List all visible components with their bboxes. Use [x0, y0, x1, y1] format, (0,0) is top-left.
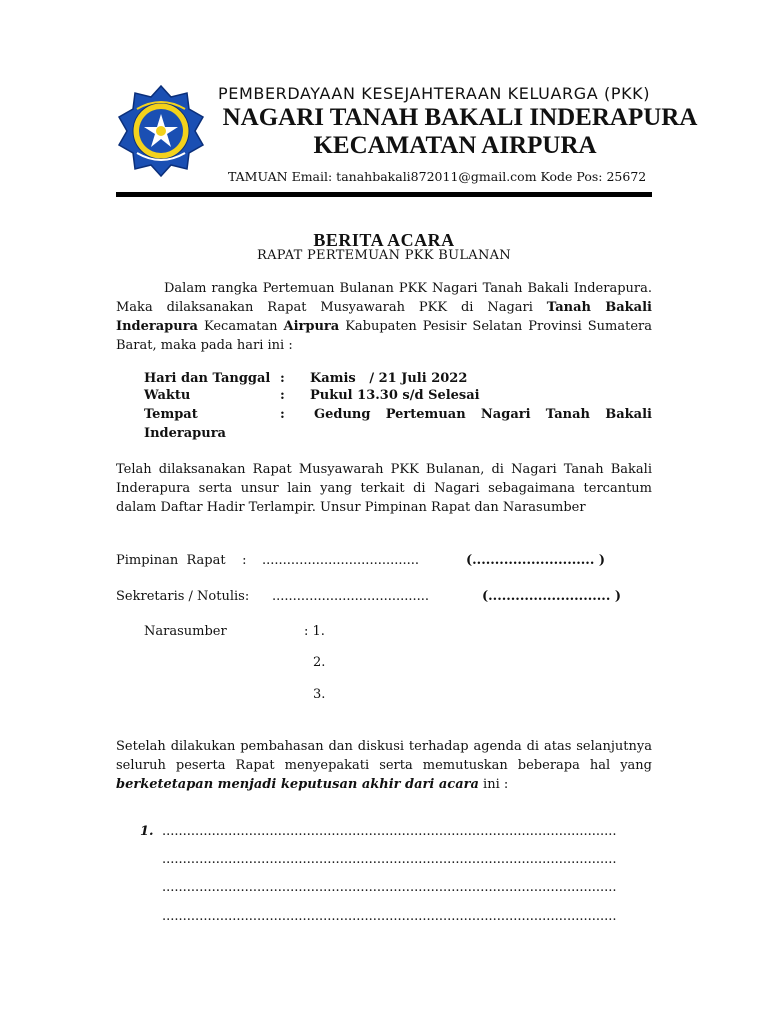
secretary-name-line: ...................................... — [272, 589, 430, 604]
nagari-name: NAGARI TANAH BAKALI INDERAPURA — [222, 104, 698, 131]
date-label: Hari dan Tanggal — [144, 371, 271, 386]
decision-line-1: .............................................................................................................. — [162, 824, 617, 839]
document-title: BERITA ACARA — [313, 230, 455, 250]
kecamatan-name: KECAMATAN AIRPURA — [313, 132, 597, 159]
speaker-label: Narasumber — [144, 624, 227, 639]
date-value: Kamis / 21 Juli 2022 — [310, 371, 468, 386]
intro-bold-kecamatan: Airpura — [283, 319, 340, 334]
intro-bold-location: Tanah Bakali Inderapura — [116, 300, 652, 334]
pkk-logo-icon — [113, 83, 209, 179]
org-line: PEMBERDAYAAN KESEJAHTERAAN KELUARGA (PKK) — [218, 84, 651, 103]
place-value: Gedung Pertemuan Nagari Tanah Bakali — [314, 407, 652, 422]
decision-line-2: .............................................................................................................. — [162, 852, 617, 867]
time-label: Waktu — [144, 388, 191, 403]
decision-line-4: .............................................................................................................. — [162, 909, 617, 924]
place-value-continued: Inderapura — [144, 426, 226, 441]
place-colon: : — [280, 407, 285, 422]
secretary-label: Sekretaris / Notulis: — [116, 589, 250, 604]
intro-text-3: Kabupaten Pesisir Selatan Provinsi Sumatera Barat, maka pada hari ini : — [116, 319, 653, 353]
speaker-item-3: 3. — [313, 687, 326, 702]
date-colon: : — [280, 371, 285, 386]
leader-signature: (........................... ) — [466, 553, 606, 568]
intro-text-2: Kecamatan — [197, 319, 284, 334]
speaker-item-1: : 1. — [304, 624, 325, 639]
decision-line-3: .............................................................................................................. — [162, 880, 617, 895]
document-subtitle: RAPAT PERTEMUAN PKK BULANAN — [256, 248, 511, 263]
intro-paragraph — [116, 279, 652, 355]
speaker-item-2: 2. — [313, 655, 326, 670]
decision-number-1: 1. — [140, 824, 154, 839]
conclusion-text-2: ini : — [478, 777, 509, 792]
header-divider — [116, 192, 652, 197]
leader-name-line: ...................................... — [262, 553, 420, 568]
leader-label: Pimpinan Rapat : — [116, 553, 247, 568]
conclusion-paragraph — [116, 737, 652, 794]
time-colon: : — [280, 388, 285, 403]
time-value: Pukul 13.30 s/d Selesai — [310, 388, 480, 403]
secretary-signature: (........................... ) — [482, 589, 622, 604]
contact-line: TAMUAN Email: tanahbakali872011@gmail.com Kode Pos: 25672 — [228, 169, 647, 184]
conclusion-text-1: Setelah dilakukan pembahasan dan diskusi terhadap agenda di atas selanjutnya seluruh peserta Rapat menyepakati serta memutuskan beberapa hal yang — [116, 739, 652, 773]
conclusion-emphasis: berketetapan menjadi keputusan akhir dari acara — [116, 777, 479, 792]
meeting-paragraph: Telah dilaksanakan Rapat Musyawarah PKK Bulanan, di Nagari Tanah Bakali Inderapura serta unsur lain yang terkait di Nagari sebagaimana tercantum dalam Daftar Hadir Terlampir. Unsur Pimpinan Rapat dan Narasumber — [116, 462, 652, 515]
place-label: Tempat — [144, 407, 198, 422]
intro-text-1: Dalam rangka Pertemuan Bulanan PKK Nagari Tanah Bakali Inderapura. Maka dilaksanakan Rapat Musyawarah PKK di Nagari — [116, 281, 652, 315]
